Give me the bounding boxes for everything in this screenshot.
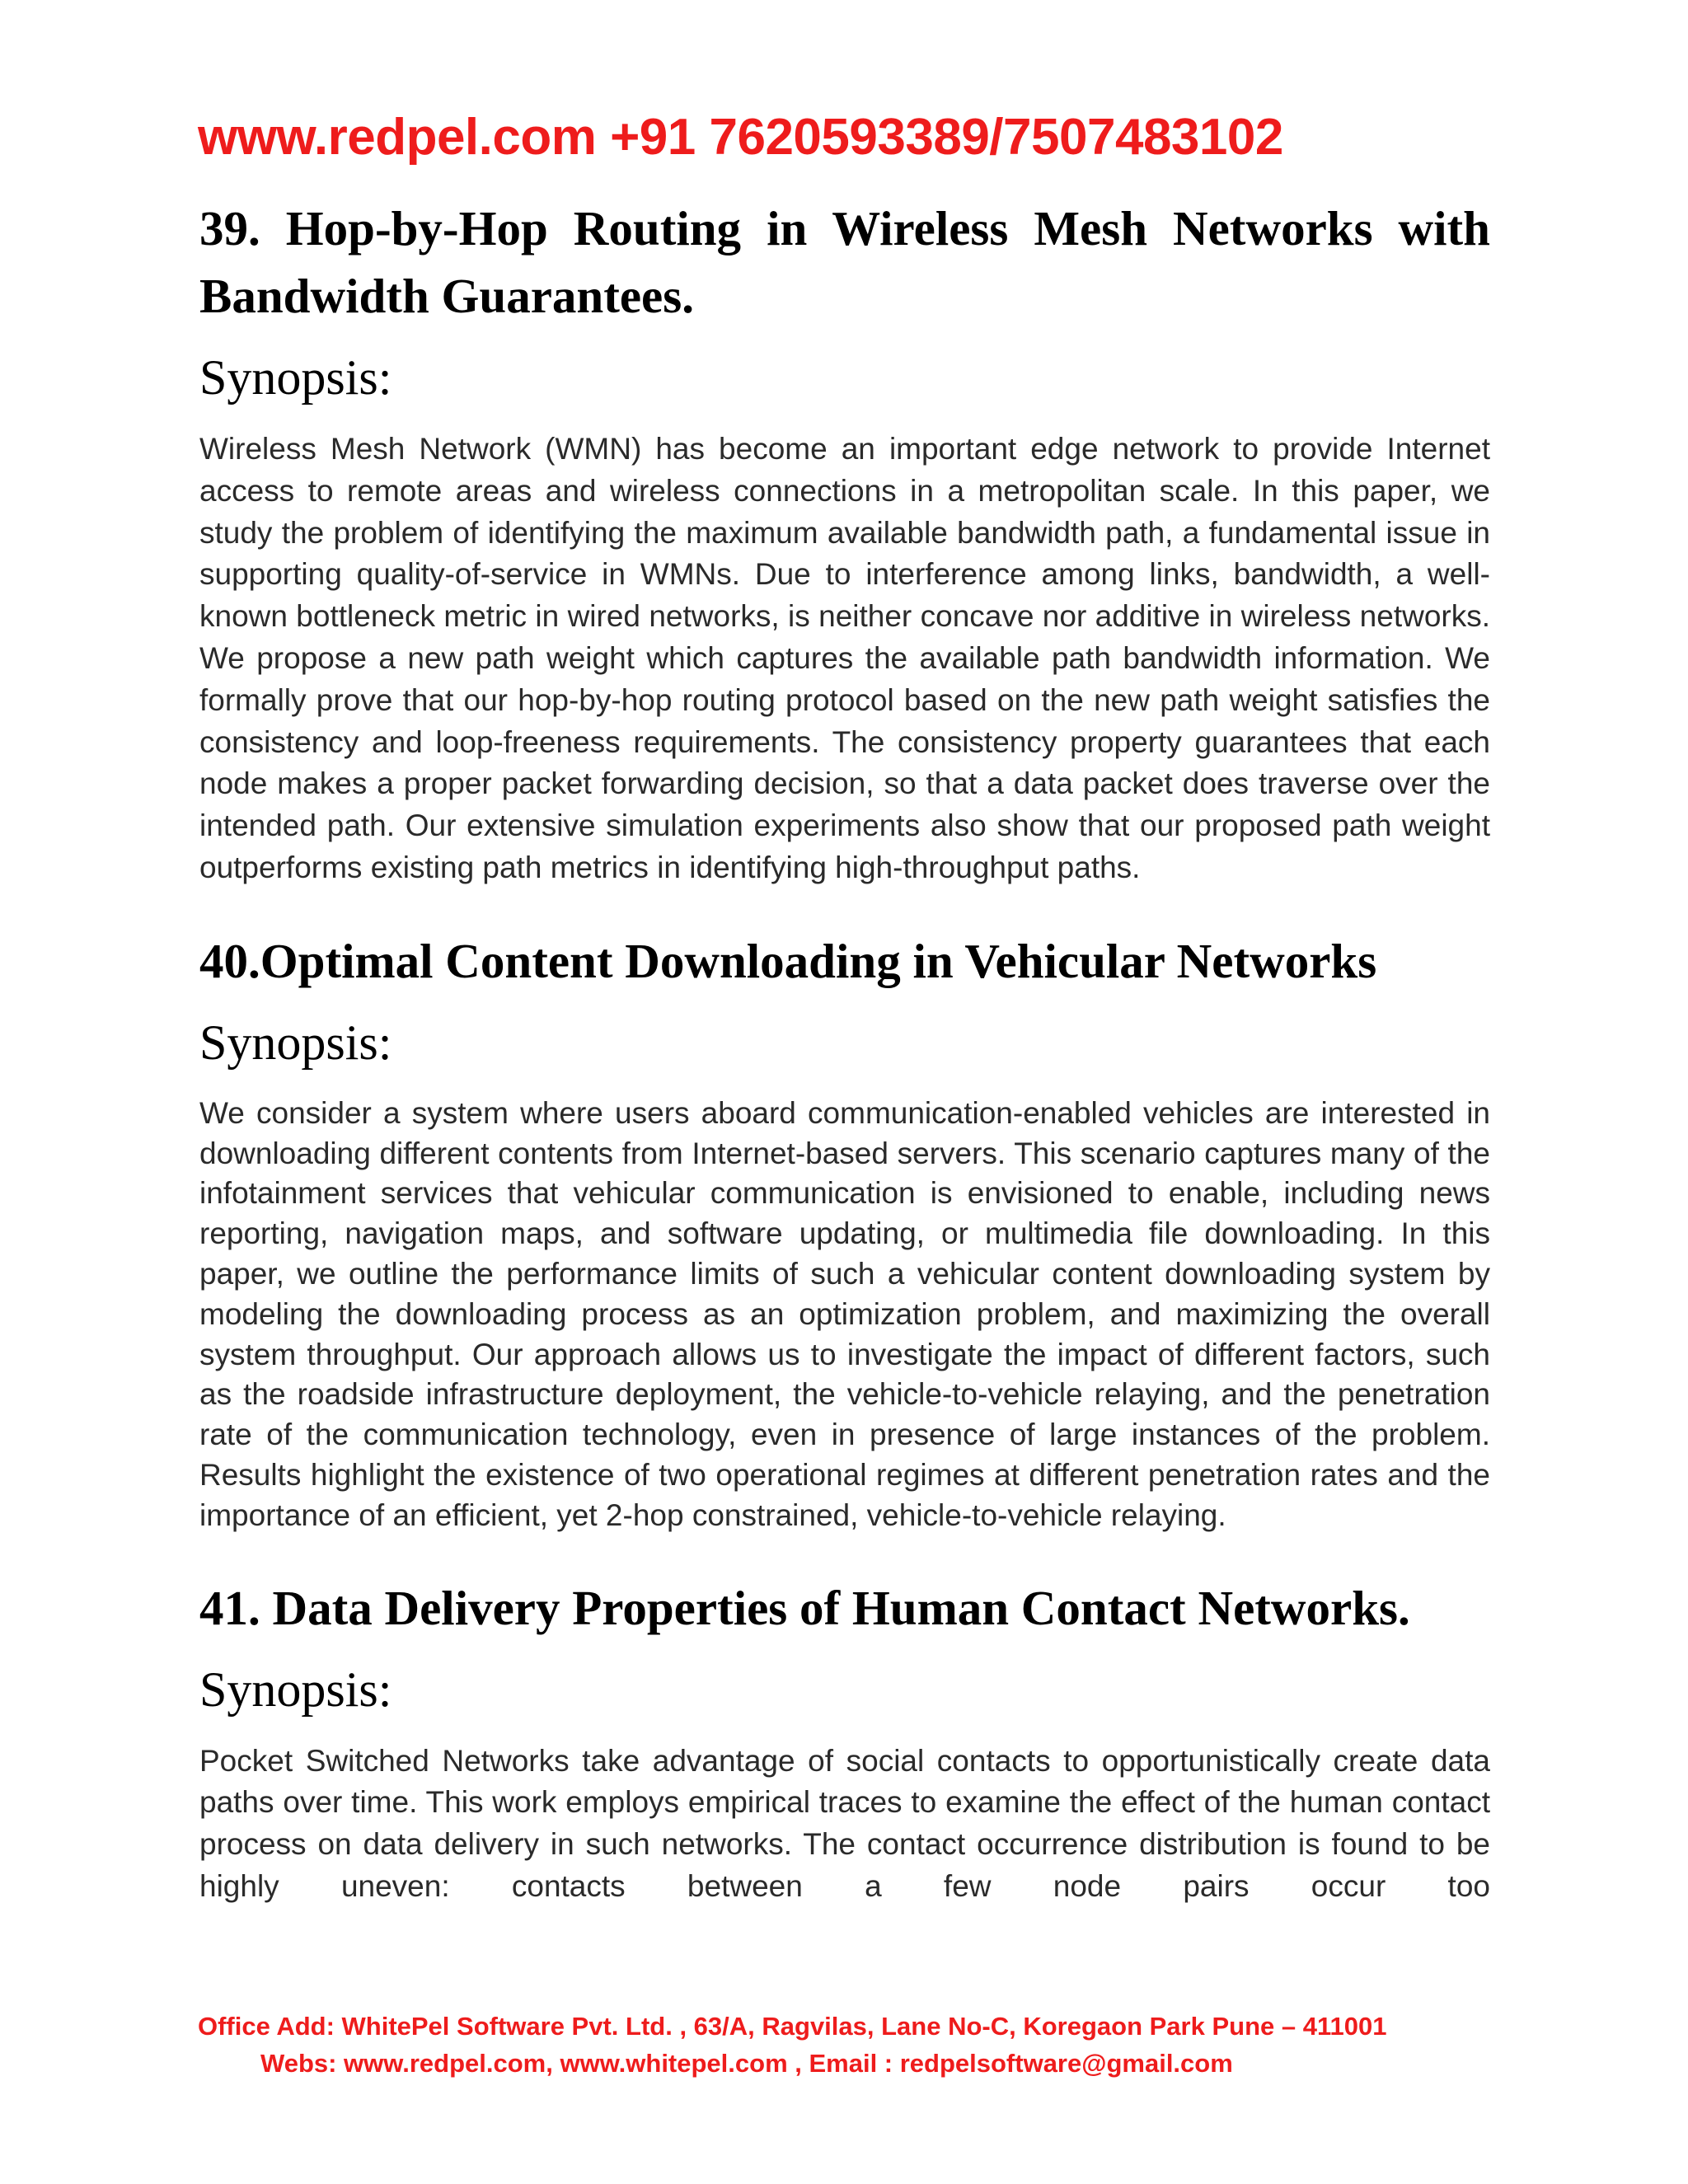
section-39	[199, 194, 1490, 889]
section-39-synopsis-label: Synopsis:	[199, 350, 392, 405]
section-41-synopsis-label: Synopsis:	[199, 1661, 392, 1717]
section-40-title: 40.Optimal Content Downloading in Vehicular Networks	[199, 933, 1377, 988]
section-39-title-line2: Bandwidth Guarantees.	[199, 269, 694, 323]
footer	[198, 2008, 1517, 2082]
header-contact-line: www.redpel.com +91 7620593389/7507483102	[198, 109, 1283, 166]
footer-address: Office Add: WhitePel Software Pvt. Ltd. , 63/A, Ragvilas, Lane No-C, Koregaon Park Pune – 411001	[198, 2012, 1387, 2041]
section-40-synopsis-label: Synopsis:	[199, 1015, 392, 1070]
section-41-title: 41. Data Delivery Properties of Human Contact Networks.	[199, 1580, 1410, 1635]
section-39-title-line1: 39. Hop-by-Hop Routing in Wireless Mesh Networks with	[199, 201, 1490, 255]
section-41-body: Pocket Switched Networks take advantage of social contacts to opportunistically create data paths over time. This work employs empirical traces to examine the effect of the human contact process on data delivery in such networks. The contact occurrence distribution is found to be highly uneven: contacts between a few node pairs occur too	[199, 1743, 1490, 1903]
document-content	[199, 194, 1490, 1908]
section-40-body: We consider a system where users aboard communication-enabled vehicles are interested in downloading different contents from Internet-based servers. This scenario captures many of the infotainment services that vehicular communication is envisioned to enable, including news reporting, navigation maps, and software updating, or multimedia file downloading. In this paper, we outline the performance limits of such a vehicular content downloading system by modeling the downloading process as an optimization problem, and maximizing the overall system throughput. Our approach allows us to investigate the impact of different factors, such as the roadside infrastructure deployment, the vehicle-to-vehicle relaying, and the penetration rate of the communication technology, even in presence of large instances of the problem. Results highlight the existence of two operational regimes at different penetration rates and the importance of an efficient, yet 2-hop constrained, vehicle-to-vehicle relaying.	[199, 1095, 1490, 1532]
section-40	[199, 927, 1490, 1536]
section-39-body: Wireless Mesh Network (WMN) has become an important edge network to provide Internet access to remote areas and wireless connections in a metropolitan scale. In this paper, we study the problem of identifying the maximum available bandwidth path, a fundamental issue in supporting quality-of-service in WMNs. Due to interference among links, bandwidth, a well-known bottleneck metric in wired networks, is neither concave nor additive in wireless networks. We propose a new path weight which captures the available path bandwidth information. We formally prove that our hop-by-hop routing protocol based on the new path weight satisfies the consistency and loop-freeness requirements. The consistency property guarantees that each node makes a proper packet forwarding decision, so that a data packet does traverse over the intended path. Our extensive simulation experiments also show that our proposed path weight outperforms existing path metrics in identifying high-throughput paths.	[199, 432, 1490, 884]
section-41	[199, 1574, 1490, 1908]
section-39-title	[199, 194, 1490, 330]
footer-web-email: Webs: www.redpel.com, www.whitepel.com , Email : redpelsoftware@gmail.com	[260, 2049, 1233, 2078]
